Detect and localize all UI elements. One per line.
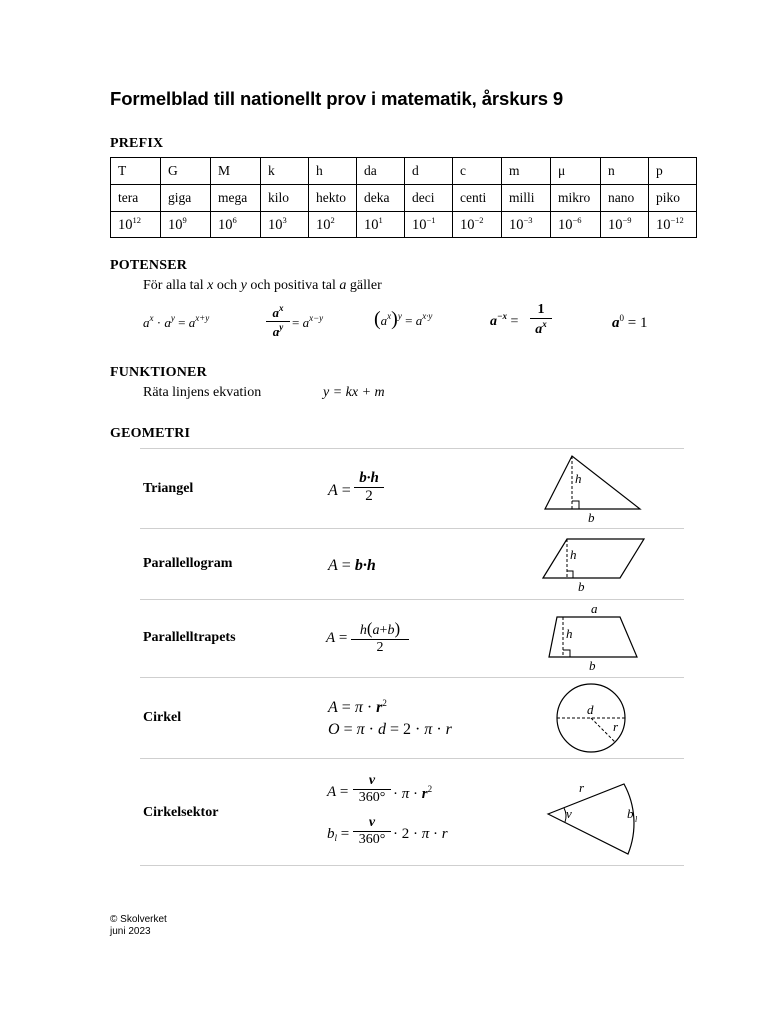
power-exponent: −3 [523, 215, 533, 225]
svg-text:b: b [589, 658, 596, 673]
line-equation-formula: y = kx + m [323, 385, 385, 400]
power-exponent: 2 [330, 215, 335, 225]
sector-figure [544, 776, 644, 860]
divider [140, 758, 684, 759]
formula-zero-exponent: $a^0 = 1$ [612, 313, 648, 331]
power-exponent: 9 [182, 215, 187, 225]
power-base: 10 [268, 217, 283, 233]
prefix-symbol-cell: c [453, 158, 502, 185]
prefix-power-cell [405, 212, 453, 238]
prefix-symbol-cell: μ [551, 158, 601, 185]
prefix-power-cell [261, 212, 309, 238]
power-base: 10 [509, 217, 524, 233]
power-base: 10 [558, 217, 573, 233]
svg-text:l: l [635, 815, 638, 824]
prefix-heading: PREFIX [110, 136, 164, 151]
divider [140, 677, 684, 678]
prefix-name-cell: deci [405, 185, 453, 212]
prefix-symbol-cell: p [649, 158, 697, 185]
prefix-symbol-cell: T [111, 158, 161, 185]
svg-text:r: r [613, 719, 619, 734]
prefix-name-cell: centi [453, 185, 502, 212]
power-exponent: −6 [572, 215, 582, 225]
power-base: 10 [608, 217, 623, 233]
prefix-name-cell: piko [649, 185, 697, 212]
prefix-symbol-cell: k [261, 158, 309, 185]
power-base: 10 [218, 217, 233, 233]
prefix-name-cell: deka [357, 185, 405, 212]
prefix-symbol-cell: h [309, 158, 357, 185]
footer [110, 914, 167, 938]
formula-circle-area: $A = \pi \cdot r^2$ [328, 698, 387, 716]
divider [140, 599, 684, 600]
trapezoid-figure [545, 602, 645, 674]
power-exponent: −2 [474, 215, 484, 225]
svg-text:b: b [588, 510, 595, 525]
divider [140, 528, 684, 529]
prefix-power-cell [453, 212, 502, 238]
power-exponent: 12 [132, 215, 141, 225]
prefix-power-cell [649, 212, 697, 238]
formula-negative-exponent: $a^{-x}$ = [490, 311, 519, 329]
prefix-power-cell [601, 212, 649, 238]
shape-label-cirkelsektor: Cirkelsektor [143, 805, 219, 820]
prefix-power-cell [357, 212, 405, 238]
power-base: 10 [316, 217, 331, 233]
formula-power-of-power: $(a^x)^y = a^{x\cdot y}$ [374, 308, 433, 330]
prefix-power-cell [111, 212, 161, 238]
potenser-heading: POTENSER [110, 258, 188, 273]
svg-text:h: h [566, 626, 573, 641]
prefix-symbol-cell: d [405, 158, 453, 185]
prefix-symbol-cell: n [601, 158, 649, 185]
power-base: 10 [460, 217, 475, 233]
svg-text:v: v [566, 806, 572, 821]
shape-label-cirkel: Cirkel [143, 710, 182, 725]
prefix-symbol-cell: m [502, 158, 551, 185]
parallelogram-figure [540, 534, 650, 594]
divider [140, 865, 684, 866]
shape-label-triangel: Triangel [143, 481, 194, 496]
power-base: 10 [168, 217, 183, 233]
funktioner-heading: FUNKTIONER [110, 365, 207, 380]
prefix-name-cell: milli [502, 185, 551, 212]
line-equation-label: Räta linjens ekvation [143, 385, 262, 400]
geometri-heading: GEOMETRI [110, 426, 191, 441]
page-title: Formelblad till nationellt prov i matematik, årskurs 9 [110, 88, 564, 109]
prefix-table [110, 157, 697, 238]
potenser-intro: För alla tal x och y och positiva tal a gäller [143, 278, 382, 293]
formula-power-quotient: $a^x$ $a^y$ [266, 303, 290, 340]
shape-label-parallellogram: Parallellogram [143, 556, 233, 571]
formula-circle-circumference: O = π · d = 2 · π · r [328, 721, 452, 738]
divider [140, 448, 684, 449]
svg-text:d: d [587, 702, 594, 717]
power-exponent: 6 [232, 215, 237, 225]
formula-sector-area: A = [327, 784, 349, 800]
triangle-figure [540, 452, 650, 526]
prefix-name-cell: mega [211, 185, 261, 212]
prefix-name-cell: giga [161, 185, 211, 212]
prefix-name-cell: tera [111, 185, 161, 212]
prefix-symbol-cell: G [161, 158, 211, 185]
prefix-name-cell: hekto [309, 185, 357, 212]
circle-figure [553, 681, 633, 757]
prefix-power-cell [502, 212, 551, 238]
power-exponent: 1 [378, 215, 383, 225]
svg-text:b: b [627, 806, 634, 821]
formula-trapezoid-area: A = [326, 630, 348, 646]
formula-triangle-area: A = [328, 482, 351, 499]
power-exponent: −12 [670, 215, 684, 225]
prefix-power-cell [309, 212, 357, 238]
power-exponent: −9 [622, 215, 632, 225]
prefix-power-cell [161, 212, 211, 238]
formula-power-product: $a^x \cdot a^y = a^{x+y}$ [143, 313, 210, 330]
prefix-symbol-cell: da [357, 158, 405, 185]
prefix-name-cell: kilo [261, 185, 309, 212]
footer-copyright: © Skolverket [110, 914, 167, 925]
svg-text:h: h [570, 547, 577, 562]
prefix-symbol-cell: M [211, 158, 261, 185]
power-exponent: 3 [282, 215, 287, 225]
prefix-power-cell [211, 212, 261, 238]
prefix-name-cell: nano [601, 185, 649, 212]
power-base: 10 [412, 217, 427, 233]
power-base: 10 [364, 217, 379, 233]
svg-text:a: a [591, 601, 598, 616]
formula-arc-length: $b_l$ = [327, 826, 350, 843]
svg-text:r: r [579, 780, 585, 795]
prefix-name-cell: mikro [551, 185, 601, 212]
power-exponent: −1 [426, 215, 436, 225]
footer-date: juni 2023 [110, 926, 151, 937]
svg-text:b: b [578, 579, 585, 594]
svg-text:h: h [575, 471, 582, 486]
power-base: 10 [656, 217, 671, 233]
shape-label-parallelltrapets: Parallelltrapets [143, 630, 236, 645]
power-base: 10 [118, 217, 133, 233]
formula-parallelogram-area: A = b·h [328, 557, 376, 574]
prefix-power-cell [551, 212, 601, 238]
